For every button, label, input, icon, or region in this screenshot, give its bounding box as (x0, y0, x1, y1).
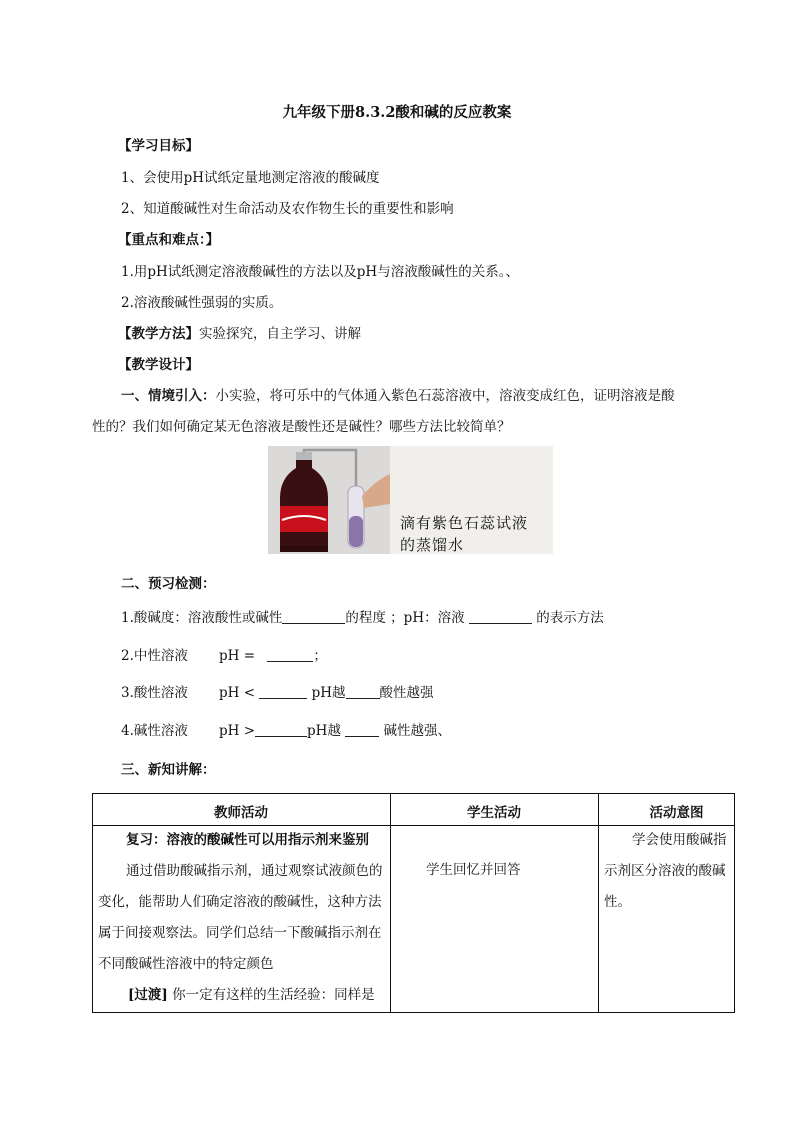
objectives-heading: 【学习目标】 (118, 138, 199, 154)
table-header-intent: 活动意图 (649, 805, 704, 821)
objective-item-1: 1、会使用pH试纸定量地测定溶液的酸碱度 (121, 170, 380, 186)
new-lesson-heading: 三、新知讲解： (121, 762, 216, 778)
preview-question-4: 4.碱性溶液 pH > pH越 碱性越强、 (121, 723, 452, 739)
blank-2 (267, 647, 313, 662)
blank-1a (282, 609, 345, 624)
intro-line-1 (121, 384, 675, 404)
blank-4b (345, 722, 379, 737)
preview-heading: 二、预习检测： (121, 576, 216, 592)
preview-question-1: 1.酸碱度：溶液酸性或碱性 的程度 ；pH：溶液 的表示方法 (121, 610, 604, 626)
teacher-review-paragraph: 通过借助酸碱指示剂，通过观察试液颜色的变化，能帮助人们确定溶液的酸碱性，这种方法属于间接观察法。同学们总结一下酸碱指示剂在不同酸碱性溶液中的特定颜色 (98, 863, 383, 972)
activity-intent-cell: 学会使用酸碱指示剂区分溶液的酸碱性。 (604, 832, 727, 910)
image-caption-line-2: 的蒸馏水 (400, 536, 465, 554)
key-point-item-1: 1.用pH试纸测定溶液酸碱性的方法以及pH与溶液酸碱性的关系。、 (121, 264, 519, 280)
blank-3a (259, 684, 307, 699)
method-text: 实验探究，自主学习、讲解 (199, 326, 361, 342)
preview-question-2: 2.中性溶液 pH = ； (121, 648, 327, 664)
page-title: 九年级下册8.3.2酸和碱的反应教案 (282, 104, 512, 121)
blank-1b (469, 609, 532, 624)
key-points-heading: 【重点和难点：】 (118, 232, 220, 248)
key-point-item-2: 2.溶液酸碱性强弱的实质。 (121, 295, 283, 311)
lesson-activity-table (92, 793, 735, 1013)
intro-text-2: 性的？我们如何确定某无色溶液是酸性还是碱性？哪些方法比较简单？ (92, 419, 511, 435)
objective-item-2: 2、知道酸碱性对生命活动及农作物生长的重要性和影响 (121, 201, 454, 217)
method-heading: 【教学方法】 (118, 326, 199, 342)
image-caption-line-1: 滴有紫色石蕊试液 (400, 514, 529, 532)
student-activity-cell: 学生回忆并回答 (426, 862, 521, 878)
teacher-transition: [过渡] 你一定有这样的生活经验：同样是 (128, 987, 375, 1003)
teacher-review-title: 复习：溶液的酸碱性可以用指示剂来鉴别 (126, 832, 369, 848)
table-header-teacher: 教师活动 (214, 805, 268, 821)
blank-3b (346, 684, 380, 699)
teacher-activity-cell (98, 825, 386, 1011)
design-heading: 【教学设计】 (118, 357, 199, 373)
intro-heading: 一、情境引入： (121, 388, 216, 404)
blank-4a (255, 722, 307, 737)
intro-text-1: 小实验，将可乐中的气体通入紫色石蕊溶液中，溶液变成红色，证明溶液是酸 (215, 388, 675, 404)
cola-litmus-experiment-image (268, 446, 553, 554)
preview-question-3: 3.酸性溶液 pH < pH越 酸性越强 (121, 685, 434, 701)
method-line (118, 322, 361, 342)
table-header-student: 学生活动 (467, 805, 521, 821)
